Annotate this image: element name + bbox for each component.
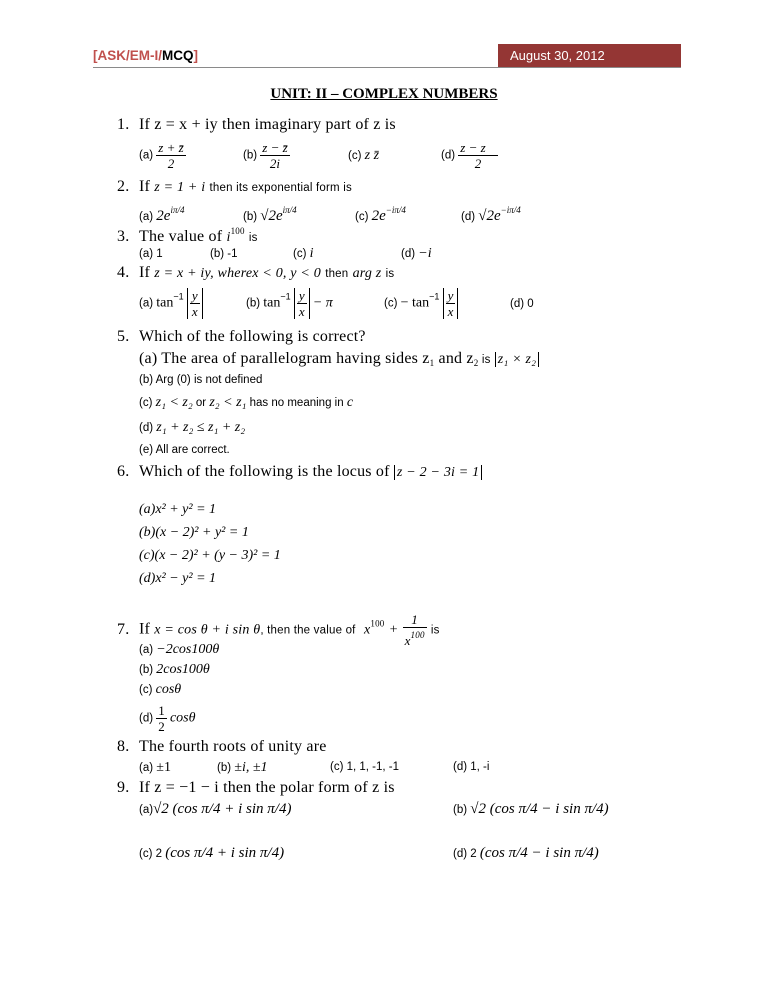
q5-option-e: (e) All are correct.	[139, 444, 230, 456]
page-title: UNIT: II – COMPLEX NUMBERS	[270, 86, 498, 102]
q5-option-d: (d) z₁ + z₂ ≤ z₁ + z₂	[139, 420, 246, 435]
q9-option-a: (a)√2 (cos π/4 + i sin π/4)	[139, 801, 292, 817]
q5-option-c: (c) z₁ < z₂ or z₂ < z₁ has no meaning in c	[139, 395, 354, 410]
q3-option-d: (d) −i	[401, 246, 432, 261]
question-4: 4. If z = x + iy, wherex < 0, y < 0 then arg z is	[117, 264, 395, 281]
q9-option-d: (d) 2 (cos π/4 − i sin π/4)	[453, 845, 599, 861]
question-1: 1. If z = x + iy then imaginary part of z is	[117, 116, 396, 133]
q2-option-a: (a) $2e^{i\pi/4}$	[139, 205, 185, 224]
q6-option-d: (d)x² − y² = 1	[139, 571, 217, 586]
question-7: 7. If x = cos θ + i sin θ, then the value of $x^{100}$ + $\frac{1}{x^{100}}$ is	[117, 612, 440, 648]
header-date: August 30, 2012	[498, 44, 681, 68]
q5-option-b: (b) Arg (0) is not defined	[139, 374, 263, 386]
header-divider	[93, 67, 681, 68]
q6-option-c: (c)(x − 2)² + (y − 3)² = 1	[139, 548, 281, 563]
q9-option-b: (b) √2 (cos π/4 − i sin π/4)	[453, 801, 609, 817]
q4-option-b: (b) $\tan^{-1}$ $\frac{y}{x}$ − π	[246, 288, 333, 319]
question-1-stem: If z = x + iy then imaginary part of z is	[139, 116, 396, 133]
q1-option-b: (b) $\frac{z - z̄}{2i}$	[243, 140, 288, 171]
question-3: 3. The value of $i^{100}$ is	[117, 226, 258, 245]
q7-option-a: (a) −2cos100θ	[139, 642, 220, 657]
question-5: 5. Which of the following is correct?	[117, 328, 366, 345]
q3-option-a: (a) 1	[139, 248, 163, 260]
q8-option-a: (a) ±1	[139, 760, 171, 775]
q2-option-d: (d) $√2e^{-i\pi/4}$	[461, 205, 521, 224]
q8-option-d: (d) 1, -i	[453, 761, 490, 773]
q7-option-d: (d) $\frac{1}{2}$ cosθ	[139, 703, 196, 734]
header-course-code: [ASK/EM-I/MCQ]	[93, 48, 198, 63]
q4-option-d: (d) 0	[510, 298, 534, 310]
header-mcq-tag: MCQ	[162, 48, 194, 63]
q4-option-c: $(c) - \tan^{-1}$ $\frac{y}{x}$	[384, 288, 458, 319]
q5-option-a: (a) The area of parallelogram having sides $z_1$ and $z_2$ is z₁ × z₂	[139, 350, 539, 368]
q9-option-c: (c) 2 (cos π/4 + i sin π/4)	[139, 845, 285, 861]
q3-option-c: (c) i	[293, 246, 314, 261]
q2-option-b: (b) $√2e^{i\pi/4}$	[243, 205, 297, 224]
q8-option-b: (b) ±i, ±1	[217, 760, 268, 775]
question-6: 6. Which of the following is the locus of z − 2 − 3i = 1	[117, 463, 482, 481]
q2-option-c: (c) $2e^{-i\pi/4}$	[355, 205, 406, 224]
q7-option-b: (b) 2cos100θ	[139, 662, 210, 677]
q3-option-b: (b) -1	[210, 248, 238, 260]
question-2: 2. If z = 1 + i then its exponential form is	[117, 178, 352, 195]
q1-option-c: (c) z z̄	[348, 148, 380, 163]
q8-option-c: (c) 1, 1, -1, -1	[330, 761, 400, 773]
q7-option-c: (c) cosθ	[139, 682, 182, 697]
q6-option-b: (b)(x − 2)² + y² = 1	[139, 525, 249, 540]
question-8: 8. The fourth roots of unity are	[117, 738, 327, 755]
q1-option-d: (d) $\frac{z - z⃗}{2}$	[441, 140, 496, 171]
question-9: 9. If z = −1 − i then the polar form of z is	[117, 779, 395, 796]
q6-option-a: (a)x² + y² = 1	[139, 502, 217, 517]
q1-option-a: (a) $\frac{z + z̄}{2}$	[139, 140, 184, 171]
q4-option-a: (a) $\tan^{-1}$ $\frac{y}{x}$	[139, 288, 203, 319]
